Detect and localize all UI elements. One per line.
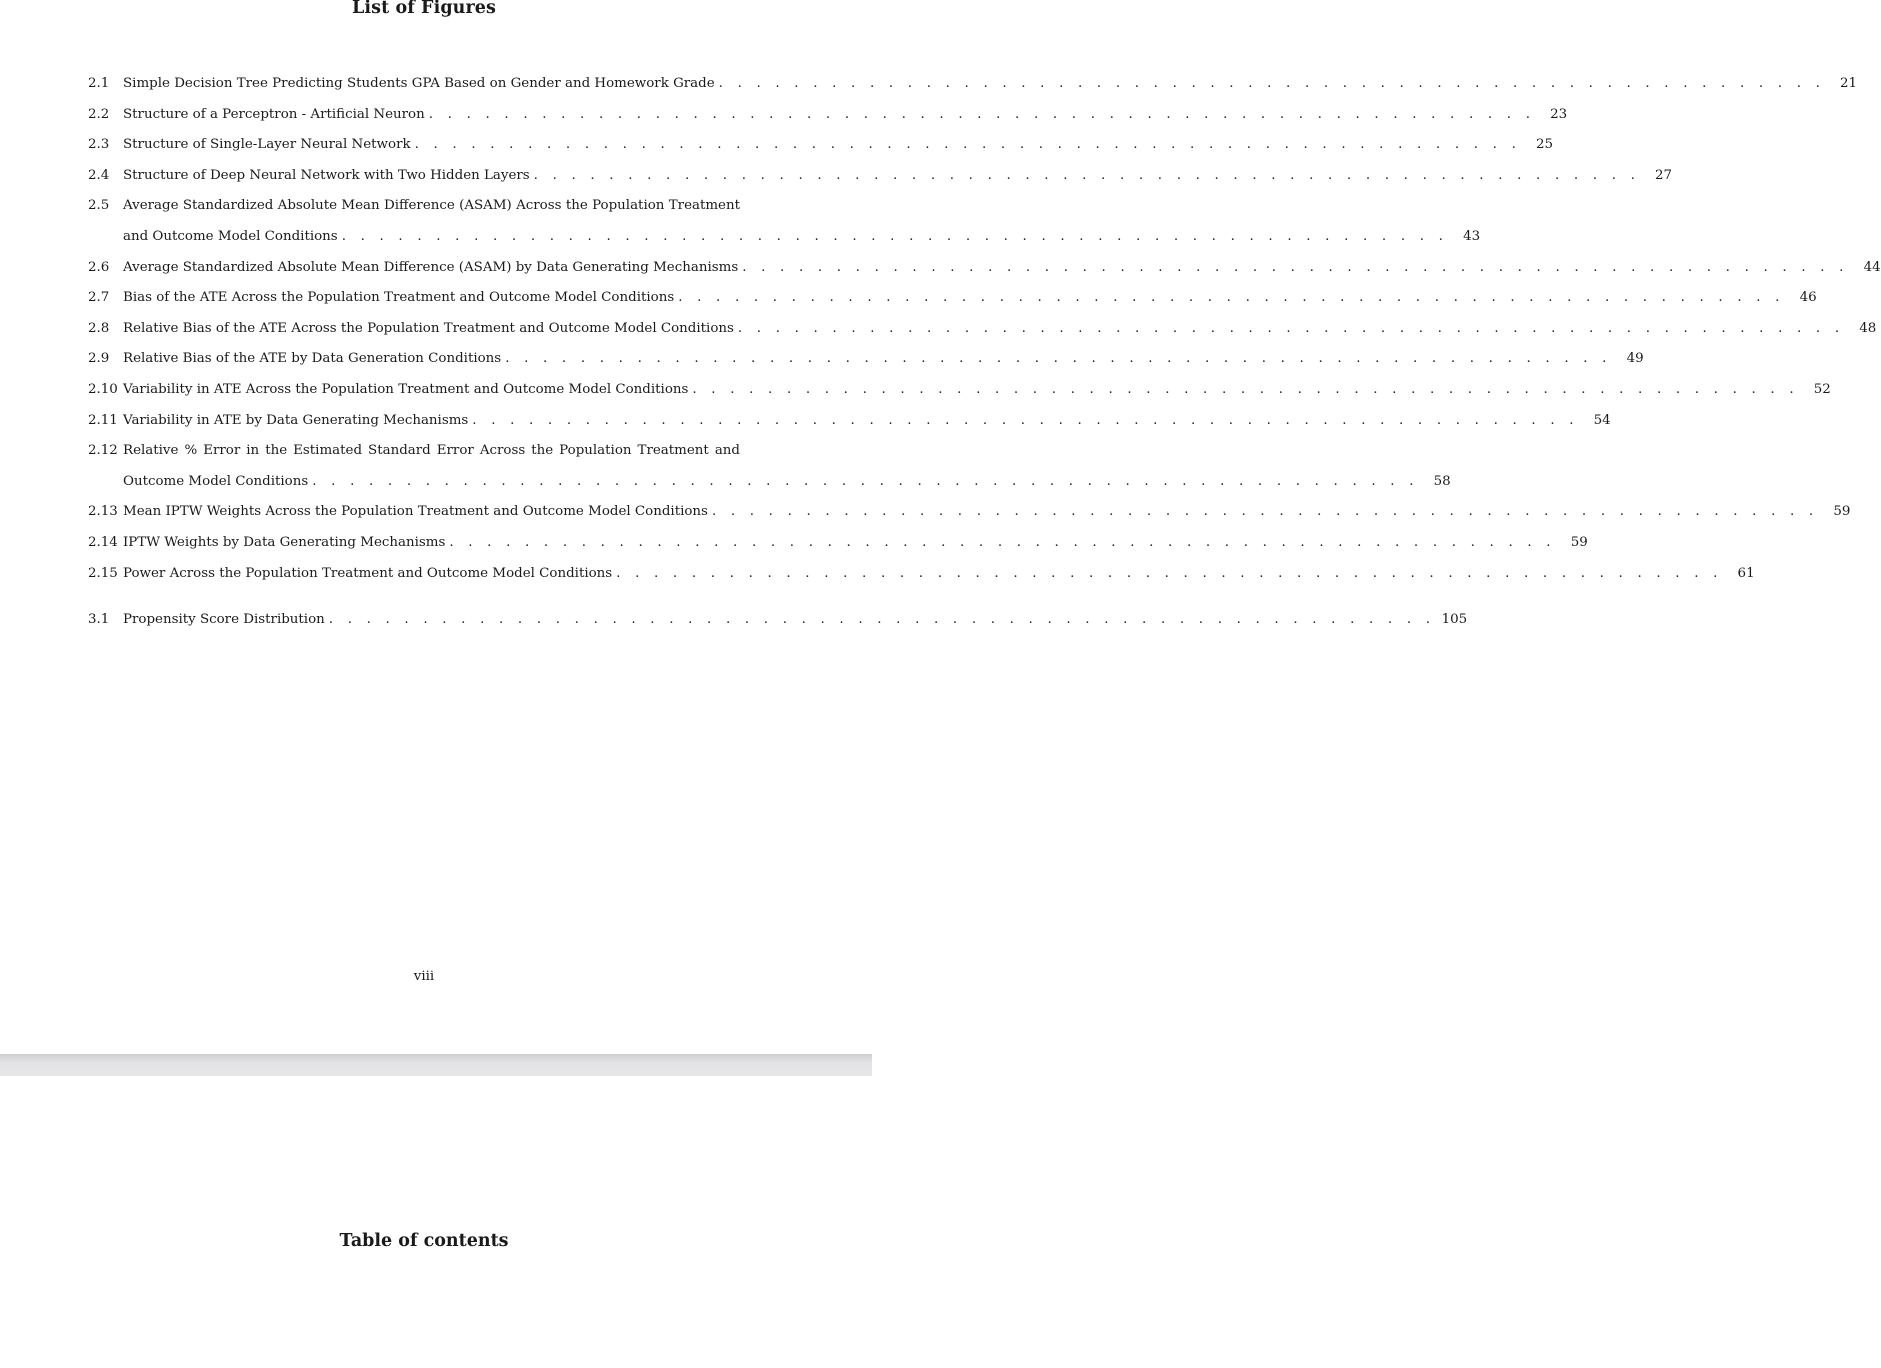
dot-leader: . . . . . . . . . . . . . . . . . . . . . . . . . . . . . . . . . . . . . . . . . . . . . . . . . . . . . . . . . . .	[505, 351, 1612, 367]
figure-entry-2-14[interactable]	[88, 532, 1588, 563]
figure-page-number: 21	[1840, 76, 1858, 91]
figure-number: 2.11	[88, 412, 118, 428]
figure-entry-2-10[interactable]	[88, 379, 1831, 410]
dot-leader: . . . . . . . . . . . . . . . . . . . . . . . . . . . . . . . . . . . . . . . . . . . . . . . . . . . . . . . . . . .	[711, 504, 1819, 520]
figure-entry-2-2[interactable]	[88, 104, 1568, 135]
dot-leader: . . . . . . . . . . . . . . . . . . . . . . . . . . . . . . . . . . . . . . . . . . . . . . . . . . . . . . . . . . .	[678, 290, 1785, 306]
figure-entry-2-7[interactable]	[88, 287, 1817, 318]
figure-number: 2.9	[88, 351, 110, 367]
dot-leader: . . . . . . . . . . . . . . . . . . . . . . . . . . . . . . . . . . . . . . . . . . . . . . . . . . . . . . . . . . .	[616, 565, 1723, 581]
figure-entry-2-12-line1[interactable]	[88, 440, 783, 471]
figure-page-number: 52	[1813, 381, 1831, 397]
page-separator	[0, 1054, 872, 1076]
figure-title-line1: Average Standardized Absolute Mean Difference (ASAM) Across the Population Treatment	[123, 195, 744, 217]
figure-title: Simple Decision Tree Predicting Students GPA Based on Gender and Homework Grade	[123, 73, 719, 95]
figure-entry-2-13[interactable]	[88, 501, 1851, 532]
figure-number: 2.12	[88, 443, 118, 459]
figure-title: Relative Bias of the ATE Across the Population Treatment and Outcome Model Conditions	[123, 318, 738, 340]
page-number: viii	[413, 969, 435, 984]
figure-page-number: 46	[1799, 290, 1817, 306]
figure-title: Structure of Deep Neural Network with Two Hidden Layers	[123, 165, 534, 187]
figure-title: Structure of a Perceptron - Artificial Neuron	[123, 104, 429, 126]
dot-leader: . . . . . . . . . . . . . . . . . . . . . . . . . . . . . . . . . . . . . . . . . . . . . . . . . . . . . . . . . . .	[312, 473, 1419, 489]
figure-list	[88, 73, 1881, 640]
figure-title: Bias of the ATE Across the Population Treatment and Outcome Model Conditions	[123, 287, 678, 309]
figure-page-number: 23	[1550, 106, 1568, 122]
table-of-contents-title: Table of contents	[339, 1231, 509, 1251]
figure-title: IPTW Weights by Data Generating Mechanisms	[123, 532, 449, 554]
list-of-figures-title: List of Figures	[351, 0, 496, 18]
figure-entry-2-8[interactable]	[88, 318, 1877, 349]
figure-page-number: 43	[1463, 228, 1481, 244]
figure-page-number: 49	[1626, 351, 1644, 367]
figure-entry-2-9[interactable]	[88, 348, 1644, 379]
figure-number: 2.5	[88, 198, 110, 214]
figure-title: Relative Bias of the ATE by Data Generation Conditions	[123, 348, 505, 370]
figure-entry-3-1[interactable]	[88, 609, 1468, 640]
figure-page-number: 48	[1859, 320, 1877, 336]
figure-page-number: 105	[1441, 612, 1468, 628]
figure-title: Average Standardized Absolute Mean Difference (ASAM) by Data Generating Mechanisms	[123, 257, 742, 279]
figure-number: 2.7	[88, 290, 110, 306]
figure-page-number: 44	[1863, 259, 1881, 275]
dot-leader: . . . . . . . . . . . . . . . . . . . . . . . . . . . . . . . . . . . . . . . . . . . . . . . . . . . . . . . . . . .	[428, 106, 1536, 122]
dot-leader: . . . . . . . . . . . . . . . . . . . . . . . . . . . . . . . . . . . . . . . . . . . . . . . . . . . . . . . . . . .	[692, 381, 1799, 397]
figure-title: Variability in ATE by Data Generating Mechanisms	[123, 410, 472, 432]
figure-page-number: 61	[1737, 565, 1755, 581]
dot-leader: . . . . . . . . . . . . . . . . . . . . . . . . . . . . . . . . . . . . . . . . . . . . . . . . . . . . . . . . . . .	[341, 228, 1449, 244]
figure-page-number: 59	[1833, 504, 1851, 520]
figure-number: 2.4	[88, 167, 110, 183]
figure-number: 2.10	[88, 381, 118, 397]
figure-number: 2.14	[88, 534, 118, 550]
figure-number: 2.8	[88, 320, 110, 336]
figure-page-number: 58	[1433, 473, 1451, 489]
dot-leader: . . . . . . . . . . . . . . . . . . . . . . . . . . . . . . . . . . . . . . . . . . . . . . . . . . . . . . . . . . .	[449, 534, 1556, 550]
figure-title-line1: Relative % Error in the Estimated Standard Error Across the Population Treatment and	[123, 440, 744, 462]
figure-number: 2.6	[88, 259, 110, 275]
dot-leader: . . . . . . . . . . . . . . . . . . . . . . . . . . . . . . . . . . . . . . . . . . . . . . . . . . . . . . . . . . .	[328, 612, 1436, 628]
dot-leader: . . . . . . . . . . . . . . . . . . . . . . . . . . . . . . . . . . . . . . . . . . . . . . . . . . . . . . . . . . .	[718, 76, 1826, 91]
figure-entry-2-15[interactable]	[88, 563, 1755, 594]
dot-leader: . . . . . . . . . . . . . . . . . . . . . . . . . . . . . . . . . . . . . . . . . . . . . . . . . . . . . . . . . . .	[737, 320, 1845, 336]
figure-entry-2-5-line2[interactable]	[88, 226, 1481, 257]
chapter-gap	[88, 593, 783, 609]
figure-title-line2: and Outcome Model Conditions	[123, 226, 342, 248]
figure-entry-2-11[interactable]	[88, 410, 1611, 441]
dot-leader: . . . . . . . . . . . . . . . . . . . . . . . . . . . . . . . . . . . . . . . . . . . . . . . . . . . . . . . . . . .	[742, 259, 1849, 275]
figure-number: 2.1	[88, 76, 110, 91]
figure-page-number: 25	[1535, 137, 1554, 153]
figure-title: Structure of Single-Layer Neural Network	[123, 134, 415, 156]
figure-page-number: 59	[1570, 534, 1588, 550]
dot-leader: . . . . . . . . . . . . . . . . . . . . . . . . . . . . . . . . . . . . . . . . . . . . . . . . . . . . . . . . . . .	[533, 167, 1641, 183]
figure-title: Power Across the Population Treatment and Outcome Model Conditions	[123, 563, 616, 585]
figure-entry-2-5-line1[interactable]	[88, 195, 783, 226]
figure-title-line2: Outcome Model Conditions	[123, 471, 312, 493]
figure-entry-2-6[interactable]	[88, 257, 1881, 288]
figure-title: Propensity Score Distribution	[123, 609, 329, 631]
figure-entry-2-3[interactable]	[88, 134, 1554, 165]
figure-page-number: 54	[1593, 412, 1611, 428]
figure-page-number: 27	[1655, 167, 1673, 183]
figure-number: 2.2	[88, 106, 110, 122]
figure-number: 2.3	[88, 137, 110, 153]
document-page-next	[0, 1076, 872, 1368]
figure-number: 2.13	[88, 504, 118, 520]
figure-title: Mean IPTW Weights Across the Population Treatment and Outcome Model Conditions	[123, 501, 712, 523]
figure-title: Variability in ATE Across the Population Treatment and Outcome Model Conditions	[123, 379, 692, 401]
figure-entry-2-1[interactable]	[88, 73, 1858, 104]
figure-entry-2-12-line2[interactable]	[88, 471, 1451, 502]
figure-number: 3.1	[88, 612, 110, 628]
dot-leader: . . . . . . . . . . . . . . . . . . . . . . . . . . . . . . . . . . . . . . . . . . . . . . . . . . . . . . . . . . .	[414, 137, 1522, 153]
figure-entry-2-4[interactable]	[88, 165, 1673, 196]
dot-leader: . . . . . . . . . . . . . . . . . . . . . . . . . . . . . . . . . . . . . . . . . . . . . . . . . . . . . . . . . . .	[472, 412, 1579, 428]
figure-number: 2.15	[88, 565, 118, 581]
